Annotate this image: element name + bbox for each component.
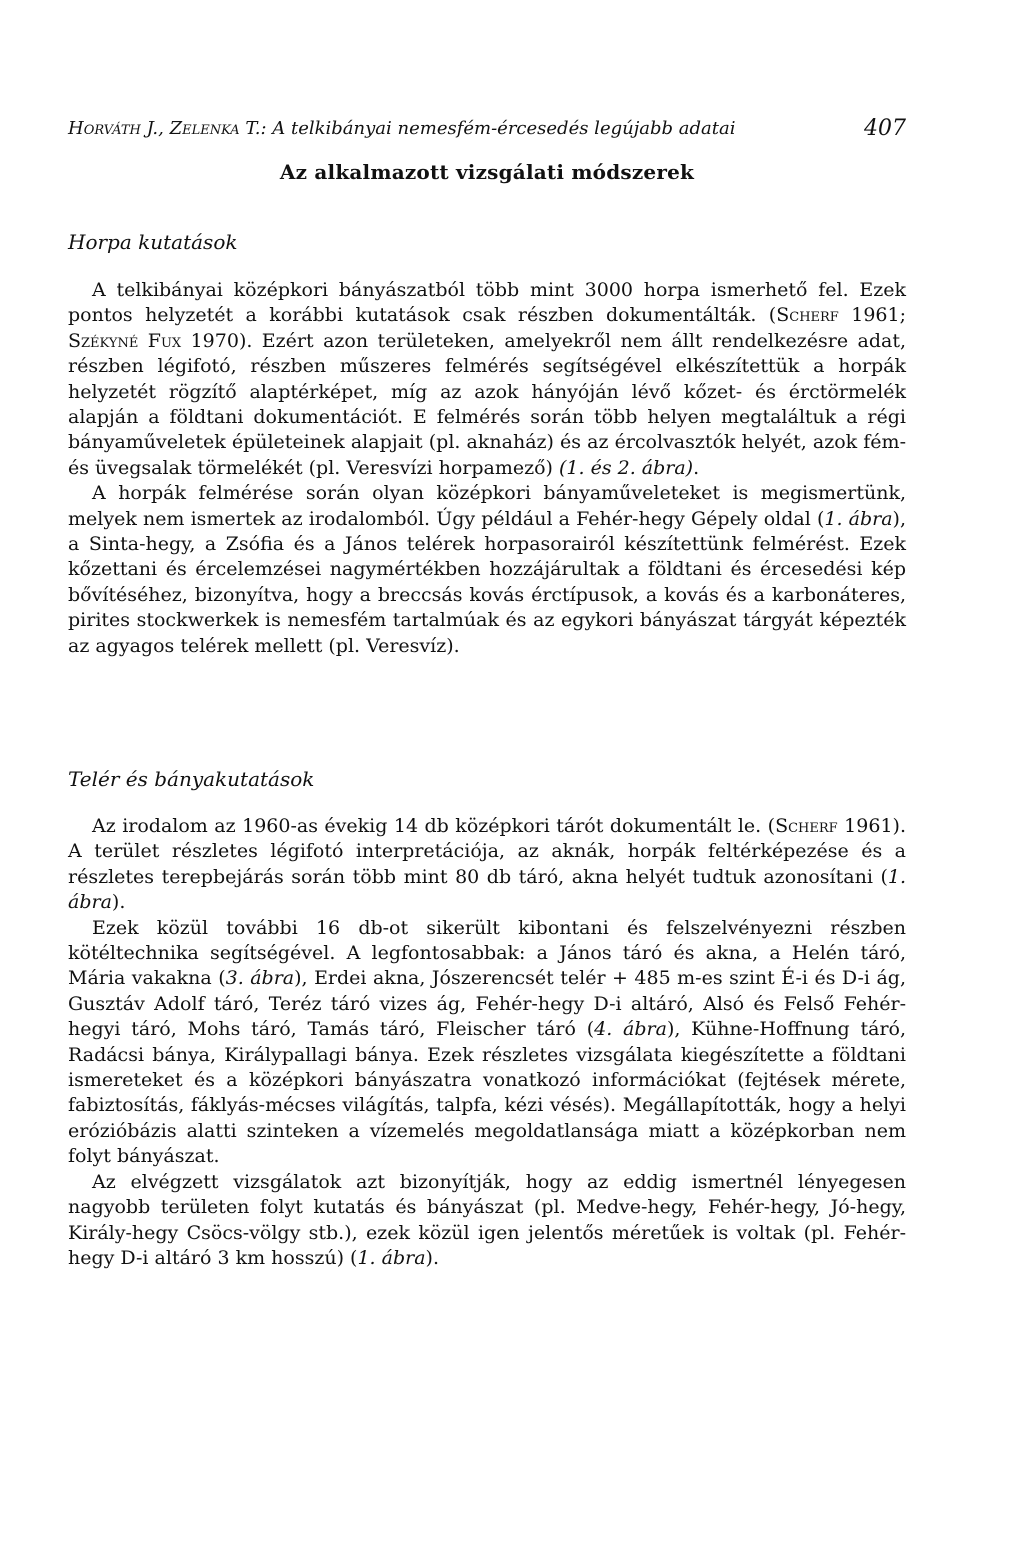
text-run: A telkibányai középkori bányászatból több mint 3000 horpa ismerhető fel. Ezek pontos helyzetét a korábbi kutatások csak részben dokumentálták. ( [68, 279, 906, 327]
paragraph [68, 916, 906, 1170]
paragraph [68, 1170, 906, 1272]
text-run: Ezek közül további 16 db-ot sikerült kibontani és felszelvényezni részben kötéltechnika segítségével. A legfontosabbak: a János táró és akna, a Helén táró, Mária vakakna ( [68, 916, 906, 990]
paragraph [68, 814, 906, 916]
text-run: 1970). Ezért azon területeken, amelyekről nem állt rendelkezésre adat, részben légifotó, részben műszeres felmérés segítségével elkészítettük a horpák helyzetét rögzítő alaptérképet, míg az azok hányóján lévő kőzet- és érctörmelék alapján a földtani dokumentációt. E felmérés során több helyen megtaláltuk a régi bányaműveletek épületeinek alapjait (pl. aknaház) és az ércolvasztók helyét, azok fém- és üvegsalak törmelékét (pl. Veresvízi horpamező) [68, 329, 906, 479]
section-body-horpa [68, 278, 906, 659]
figure-reference: 1. ábra [357, 1246, 426, 1269]
author-citation: Székyné Fux [68, 329, 182, 352]
section-body-teler [68, 814, 906, 1271]
figure-reference: 1. ábra [824, 507, 893, 530]
text-run: ). [111, 891, 126, 914]
text-run: . [693, 456, 700, 479]
text-run: Az elvégzett vizsgálatok azt bizonyítják, hogy az eddig ismertnél lényegesen nagyobb területen folyt kutatás és bányászat (pl. Medve-hegy, Fehér-hegy, Jó-hegy, Király-hegy Csöcs-völgy stb.), ezek közül igen jelentős méretűek is voltak (pl. Fehér-hegy D-i altáró 3 km hosszú) ( [68, 1170, 906, 1269]
author-citation: Scherf [775, 815, 838, 837]
text-run: 1961). A terület részletes légifotó interpretációja, az aknák, horpák feltérképezése és a részletes terepbejárás során több mint 80 db táró, akna helyét tudtuk azonosítani ( [68, 815, 906, 888]
text-run: 1961; [838, 304, 907, 327]
document-page [68, 0, 906, 1556]
text-run: Az irodalom az 1960-as évekig 14 db középkori tárót dokumentált le. ( [92, 815, 776, 837]
text-run: ). [425, 1246, 439, 1269]
subheading-horpa-kutatasok: Horpa kutatások [68, 230, 238, 254]
page-number: 407 [864, 116, 906, 141]
header-authors: Horváth J., Zelenka T.: [68, 118, 267, 139]
figure-reference: 1. ábra [68, 865, 906, 914]
text-run: A horpák felmérése során olyan középkori bányaműveleteket is megismertünk, melyek nem ismertek az irodalomból. Úgy például a Fehér-hegy Gépely oldal ( [68, 482, 906, 530]
section-title: Az alkalmazott vizsgálati módszerek [279, 160, 695, 184]
text-run: ), Kühne-Hoffnung táró, Radácsi bánya, Királypallagi bánya. Ezek részletes vizsgálata kiegészítette a földtani ismereteket és a középkori bányászatra vonatkozó információkat (fejtések mérete, fabiztosítás, fáklyás-mécses világítás, talpfa, kézi vésés). Megállapították, hogy a helyi erózióbázis alatti szinteken a vízemelés megoldatlansága miatt a középkorban nem folyt bányászat. [68, 1018, 907, 1168]
figure-reference: 3. ábra [225, 967, 295, 990]
subheading-teler-es-banyakutatasok: Telér és bányakutatások [68, 767, 315, 791]
figure-reference: 4. ábra [594, 1018, 667, 1041]
text-run: ), a Sinta-hegy, a Zsófia és a János telérek horpasorairól készítettünk felmérést. Ezek kőzettani és ércelemzései nagymértékben hozzájárultak a földtani és ércesedési kép bővítéséhez, bizonyítva, hogy a breccsás kovás érctípusok, a kovás és a karbonáteres, pirites stockwerkek is nemesfém tartalmúak és az egykori bányászat tárgyát képezték az agyagos telérek mellett (pl. Veresvíz). [68, 507, 906, 657]
paragraph [68, 481, 906, 659]
paragraph [68, 278, 906, 481]
running-header [68, 113, 906, 145]
text-run: ), Erdei akna, Jószerencsét telér + 485 m-es szint É-i és D-i ág, Gusztáv Adolf táró, Teréz táró vizes ág, Fehér-hegy D-i altáró, Alsó és Felső Fehér-hegyi táró, Mohs táró, Tamás táró, Fleischer táró ( [68, 967, 907, 1041]
header-title: A telkibányai nemesfém-ércesedés legújabb adatai [272, 118, 736, 139]
author-citation: Scherf [776, 304, 839, 327]
figure-reference: (1. és 2. ábra) [559, 456, 694, 479]
